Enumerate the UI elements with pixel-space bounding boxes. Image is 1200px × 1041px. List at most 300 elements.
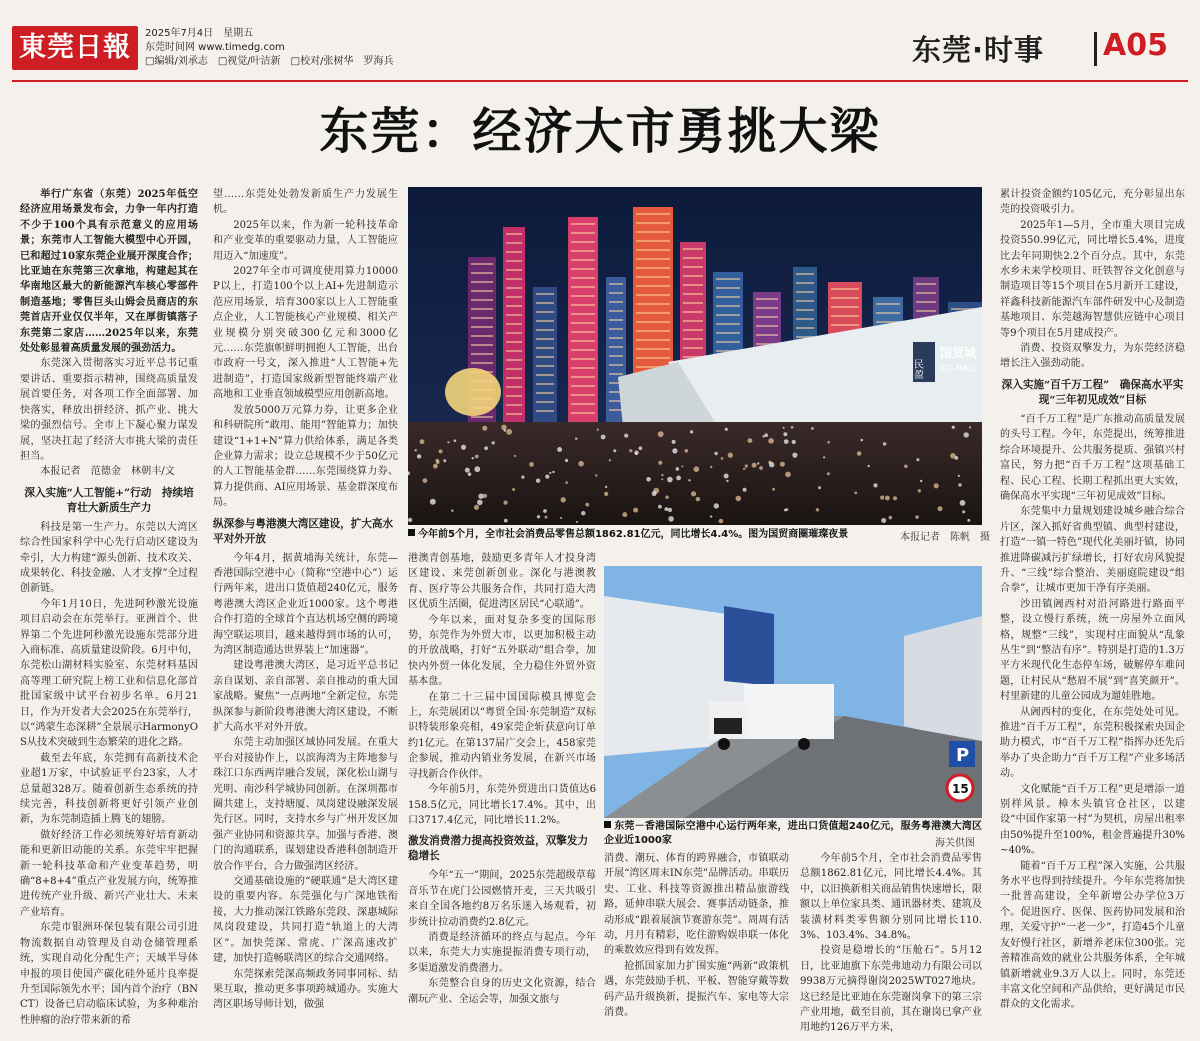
crowd-light-dot	[960, 500, 966, 506]
truck-wheel	[798, 738, 810, 750]
article-paragraph: 2025年1—5月，全市重大项目完成投资550.99亿元，同比增长5.4%，进度比去年同期快2.2个百分点。其中，东莞水乡未来学校项目、旺铁智谷文化创意与制造项目等15个项目在5月新开工建设，祥鑫科技新能源汽车部件研发中心及制造基地项目、东莞越海智慧供应链中心项目等9个项目在5月建成投产。	[1000, 219, 1185, 339]
building-window-lights	[571, 394, 595, 396]
building-window-lights	[683, 257, 703, 259]
crowd-light-dot	[768, 438, 774, 444]
building-window-lights	[916, 301, 936, 303]
building-window-lights	[536, 392, 554, 394]
article-paragraph: 2027年全市可调度使用算力10000P以上，打造100个以上AI+先进制造示范应用场景，培育300家以上人工智能重点企业，人工智能核心产业规模、相关产业规模分别突破300亿元和3000亿元……东莞旗帜鲜明拥抱人工智能，出台市政府一号文，深入推进“人工智能+先进制造”，打造国家级新型智能终端产业高地和工业垂直领域模型应用创新高地。	[213, 266, 398, 401]
crowd-light-dot	[482, 426, 487, 431]
crowd-light-dot	[537, 515, 540, 518]
section-heading-gba: 纵深参与粤港澳大湾区建设，扩大高水平对外开放	[213, 517, 394, 545]
building-window-lights	[876, 303, 900, 305]
building-window-lights	[683, 347, 703, 349]
masthead-logo: 東莞日報	[12, 26, 138, 70]
building-window-lights	[716, 287, 740, 289]
building-window-lights	[506, 251, 522, 253]
building-window-lights	[471, 263, 493, 265]
crowd-light-dot	[514, 455, 516, 457]
building-window-lights	[609, 292, 623, 294]
crowd-light-dot	[605, 486, 607, 488]
building-window-lights	[536, 347, 554, 349]
crowd-light-dot	[938, 506, 943, 511]
crowd-light-dot	[719, 519, 724, 524]
building-window-lights	[636, 348, 670, 350]
building-window-lights	[571, 241, 595, 243]
article-paragraph: 东莞整合自身的历史文化资源，结合潮玩产业、全运会等，加强文旅与	[408, 978, 596, 1005]
building-window-lights	[796, 318, 814, 320]
building-window-lights	[571, 295, 595, 297]
crowd-light-dot	[873, 483, 877, 487]
crowd-light-dot	[685, 449, 689, 453]
crowd-light-dot	[668, 508, 672, 512]
article-paragraph: 抢抓国家加力扩围实施“两新”政策机遇，东莞鼓励手机、平板、智能穿戴等数码产品升级换新，提振汽车、家电等大宗消费。	[604, 960, 789, 1019]
building-window-lights	[636, 285, 670, 287]
building-window-lights	[471, 281, 493, 283]
crowd-light-dot	[668, 516, 674, 522]
building-window-lights	[683, 293, 703, 295]
crowd-light-dot	[443, 459, 446, 462]
crowd-light-dot	[461, 445, 466, 450]
crowd-light-dot	[543, 509, 547, 513]
crowd-light-dot	[561, 497, 566, 502]
crowd-light-dot	[958, 483, 961, 486]
crowd-light-dot	[880, 496, 884, 500]
website: 东莞时间网 www.timedg.com	[145, 42, 285, 53]
building-window-lights	[536, 383, 554, 385]
crowd-light-dot	[816, 508, 819, 511]
crowd-light-dot	[549, 472, 551, 474]
crowd-light-dot	[552, 471, 554, 473]
crowd-light-dot	[885, 496, 890, 501]
building-window-lights	[536, 356, 554, 358]
crowd-light-dot	[904, 465, 908, 469]
building-window-lights	[683, 320, 703, 322]
building-window-lights	[831, 324, 859, 326]
crowd-light-dot	[639, 446, 643, 450]
crowd-light-dot	[918, 489, 921, 492]
crowd-light-dot	[430, 499, 436, 505]
building-window-lights	[831, 306, 859, 308]
article-paragraph: 今年1月10日，先进阿秒激光设施项目启动会在东莞举行。亚洲首个、世界第二个先进阿秒激光设施东莞部分进入商标准、高质量建设阶段。6月中旬，东莞松山湖材料实验室、东莞材料基因高等理工研究院上榜工业和信息化部首批国家级中试平台初步名单。6月21日，作为开发者大会2025在东莞举行，以“鸿蒙生态深耕”全景展示HarmonyOS从技术突破到生态繁荣的进化之路。	[20, 598, 198, 749]
building-window-lights	[609, 409, 623, 411]
building-window-lights	[636, 267, 670, 269]
crowd-light-dot	[714, 503, 719, 508]
article-paragraph: 文化赋能“百千万工程”更是增添一道别样风景。樟木头镇官仓社区，以建设“中国作家第一村”为契机，房屋出租率由50%提升至100%，租金普遍提升30%~40%。	[1000, 783, 1185, 857]
article-paragraph: 消费、投资双擎发力，为东莞经济稳增长注入强劲动能。	[1000, 343, 1185, 370]
building-window-lights	[536, 401, 554, 403]
crowd-light-dot	[454, 439, 457, 442]
crowd-light-dot	[423, 478, 428, 483]
building-window-lights	[636, 312, 670, 314]
building-window-lights	[609, 337, 623, 339]
building-window-lights	[609, 310, 623, 312]
building-window-lights	[796, 282, 814, 284]
photo1-credit: 本报记者 陈帆 摄	[900, 532, 990, 543]
building-window-lights	[756, 316, 778, 318]
building-window-lights	[716, 296, 740, 298]
crowd-light-dot	[661, 478, 663, 480]
crowd-light-dot	[492, 441, 495, 444]
crowd-light-dot	[857, 451, 862, 456]
building-window-lights	[756, 298, 778, 300]
crowd-light-dot	[506, 429, 512, 435]
crowd-light-dot	[408, 518, 412, 522]
building-window-lights	[471, 317, 493, 319]
mall-sign-minying: 民盈	[911, 359, 923, 379]
crowd-light-dot	[827, 441, 830, 444]
building-window-lights	[756, 325, 778, 327]
building-window-lights	[716, 323, 740, 325]
building-window-lights	[571, 349, 595, 351]
building-window-lights	[636, 339, 670, 341]
building-window-lights	[506, 377, 522, 379]
crowd-light-dot	[969, 426, 971, 428]
building-window-lights	[536, 311, 554, 313]
crowd-light-dot	[950, 453, 956, 459]
building-window-lights	[831, 288, 859, 290]
crowd-light-dot	[714, 452, 717, 455]
article-paragraph: 科技是第一生产力。东莞以大湾区综合性国家科学中心先行启动区建设为牵引，大力构建“源头创新、技术攻关、成果转化、科技金融、人才支撑”全过程创新链。	[20, 521, 198, 595]
building-window-lights	[716, 341, 740, 343]
building-window-lights	[916, 292, 936, 294]
building-window-lights	[636, 240, 670, 242]
crowd-light-dot	[474, 466, 480, 472]
crowd-light-dot	[652, 491, 657, 496]
page-headline: 东莞：经济大市勇挑大梁	[319, 102, 881, 160]
building-window-lights	[506, 269, 522, 271]
building-window-lights	[636, 213, 670, 215]
crowd-light-dot	[784, 439, 789, 444]
building-window-lights	[571, 286, 595, 288]
building-window-lights	[471, 416, 493, 418]
building-window-lights	[683, 302, 703, 304]
crowd-light-dot	[710, 466, 712, 468]
building-window-lights	[876, 312, 900, 314]
crowd-light-dot	[484, 446, 488, 450]
building-window-lights	[916, 283, 936, 285]
crowd-light-dot	[601, 435, 606, 440]
crowd-light-dot	[868, 465, 870, 467]
building-window-lights	[571, 358, 595, 360]
crowd-light-dot	[658, 431, 664, 437]
building-window-lights	[756, 334, 778, 336]
crowd-light-dot	[581, 511, 585, 515]
article-paragraph: 沙田镇阇西村对沿河路进行路面平整，设立慢行系统，统一房屋外立面风格，规整“三线”，实现村庄面貌从“乱象丛生”到“整洁有序”。特别是打造的1.3万平方米现代化生态停车场，破解停车难问题，让村民从“愁眉不展”到“喜笑颜开”。村里新建的儿童公园成为遛娃胜地。	[1000, 598, 1185, 703]
crowd-light-dot	[759, 466, 763, 470]
crowd-light-dot	[658, 461, 662, 465]
article-paragraph: 今年4月，据黄埔海关统计，东莞—香港国际空港中心（简称“空港中心”）运行两年来，进出口货值超240亿元，服务粤港澳大湾区企业近1000家。这个粤港合作打造的全球首个直达机场空侧的跨境海空联运项目，越来越得到市场的认可，为湾区制造通达世界装上“加速器”。	[213, 552, 398, 656]
article-paragraph: 投资是稳增长的“压舱石”。5月12日，比亚迪旗下东莞弗迪动力有限公司以9938万元摘得谢岗2025WT027地块。这已经是比亚迪在东莞谢岗拿下的第三宗产业用地，截至目前，其在谢岗已拿产业用地约126万平方米，	[800, 945, 982, 1034]
building-window-lights	[506, 233, 522, 235]
crowd-light-dot	[536, 479, 540, 483]
article-paragraph: 在第二十三届中国国际模具博览会上，东莞展团以“粤贸全国·东莞制造”双标识特装形象亮相，49家莞企斩获意向订单约1亿元。在第137届广交会上，458家莞企参展，推动内销业务发展，在新兴市场寻找新合作伙伴。	[408, 691, 596, 780]
building-window-lights	[716, 305, 740, 307]
mall-sign-guomao: 国贸城	[940, 346, 977, 360]
crowd-light-dot	[792, 440, 796, 444]
building-window-lights	[636, 303, 670, 305]
article-paragraph: “百千万工程”是广东推动高质量发展的头号工程。今年，东莞提出，统筹推进综合环境提升、公共服务提质、强镇兴村富民，努力把“百千万工程”这项基础工程、民心工程、长期工程抓出更大实效，确保高水平实现“三年初见成效”目标。	[1000, 413, 1185, 502]
building-window-lights	[796, 291, 814, 293]
building-window-lights	[506, 323, 522, 325]
crowd-light-dot	[823, 456, 825, 458]
article-paragraph: 港澳青创基地，鼓励更多青年人才投身湾区建设、来莞创新创业。深化与港澳教育、医疗等公共服务合作，共同打造大湾区优质生活圈，促进湾区居民“心联通”。	[408, 553, 596, 611]
article-column-1	[20, 187, 198, 1037]
photo2-caption-text: 东莞－香港国际空港中心运行两年来，进出口货值超240亿元，服务粤港澳大湾区企业近1000家	[604, 821, 982, 846]
crowd-light-dot	[512, 488, 515, 491]
crowd-light-dot	[504, 519, 508, 523]
crowd-light-dot	[629, 449, 632, 452]
article-paragraph: 消费是经济循环的终点与起点。今年以来，东莞大力实施提振消费专项行动，多渠道激发消费潜力。	[408, 931, 596, 974]
building-window-lights	[683, 338, 703, 340]
building-window-lights	[471, 335, 493, 337]
crowd-light-dot	[576, 521, 578, 523]
speed-limit-number: 15	[952, 782, 969, 796]
crowd-light-dot	[690, 430, 693, 433]
night-market-illustration	[408, 187, 982, 525]
crowd-light-dot	[465, 468, 470, 473]
crowd-light-dot	[672, 440, 676, 444]
building-window-lights	[571, 385, 595, 387]
crowd-light-dot	[710, 515, 712, 517]
building-window-lights	[571, 322, 595, 324]
glowing-balloon	[445, 368, 501, 416]
crowd-light-dot	[433, 464, 438, 469]
crowd-light-dot	[783, 427, 785, 429]
building-window-lights	[683, 329, 703, 331]
editor-credits: □编辑/刘承志 □视觉/叶洁新 □校对/张树华 罗海兵	[145, 56, 394, 67]
crowd	[408, 422, 982, 525]
building-window-lights	[831, 297, 859, 299]
crowd-light-dot	[557, 447, 562, 452]
crowd-light-dot	[597, 429, 599, 431]
building-window-lights	[506, 404, 522, 406]
photo2-caption	[604, 820, 982, 848]
crowd-light-dot	[665, 496, 668, 499]
building-window-lights	[506, 305, 522, 307]
building-window-lights	[471, 272, 493, 274]
building-window-lights	[609, 319, 623, 321]
article-paragraph: 做好经济工作必须统筹好培育新动能和更新旧动能的关系。东莞牢牢把握新一轮科技革命和产业变革趋势，明确“8+8+4”重点产业发展方向，统筹推进传统产业升级、新兴产业壮大、未来产业培育。	[20, 829, 198, 918]
crowd-light-dot	[769, 462, 774, 467]
building-window-lights	[571, 232, 595, 234]
crowd-light-dot	[964, 432, 969, 437]
warehouse-right	[904, 616, 982, 746]
building-window-lights	[471, 344, 493, 346]
building-window-lights	[636, 222, 670, 224]
crowd-light-dot	[920, 480, 922, 482]
crowd-light-dot	[622, 512, 627, 517]
building-window-lights	[536, 320, 554, 322]
article-paragraph: 东莞市银洲环保包装有限公司引进物流数据自动管理及自动仓储管理系统，实现自动化分配生产；天域半导体申报的项目使国产碳化硅外延片良率提升至国际领先水平；国内首个治疗（BNCT）设备已启动临床试验，为多种难治性肿瘤的治疗带来新的希	[20, 922, 198, 1026]
building-window-lights	[636, 258, 670, 260]
crowd-light-dot	[646, 477, 651, 482]
building-window-lights	[796, 273, 814, 275]
building-window-lights	[683, 248, 703, 250]
building-window-lights	[636, 294, 670, 296]
article-lead: 举行广东省（东莞）2025年低空经济应用场景发布会，力争一年内打造不少于100个具有示范意义的应用场景；东莞市人工智能大模型中心开园，已和超过10家东莞企业展开深度合作；比亚迪在东莞第三次拿地，构建起其在华南地区最大的新能源汽车核心零部件制造基地；零售巨头山姆会员商店的东莞首店开业仅仅半年，又在厚街镇落子东莞第二家店……2025年以来，东莞处处彰显着高质量发展的强劲活力。	[20, 189, 198, 355]
article-column-4	[604, 851, 789, 1037]
crowd-light-dot	[780, 462, 785, 467]
crowd-light-dot	[585, 503, 589, 507]
crowd-light-dot	[854, 491, 857, 494]
crowd-light-dot	[792, 453, 797, 458]
building-window-lights	[506, 350, 522, 352]
crowd-light-dot	[691, 491, 696, 496]
building-window-lights	[536, 293, 554, 295]
crowd-light-dot	[560, 517, 562, 519]
article-paragraph: 东莞深入贯彻落实习近平总书记重要讲话、重要指示精神，围绕高质量发展首要任务，对各项工作全面部署、加快落实，释放出拼经济、抓产业、挑大梁的强烈信号。全市上下凝心聚力谋发展，坚决扛起了经济大市挑大梁的责任担当。	[20, 358, 198, 462]
building-window-lights	[636, 321, 670, 323]
article-paragraph: 望……东莞处处勃发新质生产力发展生机。	[213, 189, 398, 216]
building-window-lights	[609, 355, 623, 357]
building-window-lights	[571, 277, 595, 279]
article-paragraph: 累计投资金额约105亿元，充分彰显出东莞的投资吸引力。	[1000, 189, 1185, 216]
building-window-lights	[571, 250, 595, 252]
crowd-light-dot	[827, 472, 830, 475]
building-window-lights	[471, 299, 493, 301]
building-window-lights	[471, 353, 493, 355]
article-paragraph: 东莞探索莞深高频政务同事同标、结果互取，推动更多事项跨城通办。实施大湾区职场导师计划，做强	[213, 968, 398, 1011]
crowd-light-dot	[676, 467, 680, 471]
crowd-light-dot	[565, 481, 568, 484]
article-paragraph: 今年前5月，东莞外贸进出口货值达6158.5亿元，同比增长17.4%。其中，出口3717.4亿元，同比增长11.2%。	[408, 784, 596, 826]
section-heading-consumption: 激发消费潜力提高投资效益，双擎发力稳增长	[408, 835, 589, 863]
crowd-light-dot	[661, 474, 663, 476]
crowd-light-dot	[667, 477, 673, 483]
crowd-light-dot	[915, 515, 919, 519]
article-paragraph: 建设粤港澳大湾区，是习近平总书记亲自谋划、亲自部署、亲自推动的重大国家战略。聚焦“一点两地”全新定位，东莞纵深参与新阶段粤港澳大湾区建设，不断扩大高水平对外开放。	[213, 660, 398, 733]
article-paragraph: 今年以来，面对复杂多变的国际形势，东莞作为外贸大市，以更加积极主动的开放战略，打好“五外联动”组合拳，加快内外贸一体化发展，全力稳住外贸外资基本盘。	[408, 614, 596, 688]
building-window-lights	[506, 287, 522, 289]
crowd-light-dot	[743, 468, 745, 470]
crowd-light-dot	[475, 455, 479, 459]
building-window-lights	[716, 278, 740, 280]
article-paragraph: 东莞主动加强区域协同发展。在重大平台对接协作上，以滨海湾为主阵地参与珠江口东西两岸融合发展，深化松山湖与光明、南沙科学城协同创新。在深圳都市圈共建上，支持塘厦、凤岗建设融深发展先行区。同时，支持水乡与广州开发区加强产业协同和资源共享。加强与香港、澳门的沟通联系，谋划建设香港科创制造开放合作平台，合力做强湾区经济。	[213, 737, 398, 872]
crowd-light-dot	[521, 476, 524, 479]
crowd-light-dot	[501, 425, 506, 430]
article-paragraph: 今年前5个月，全市社会消费品零售总额1862.81亿元，同比增长4.4%。其中，以旧换新相关商品销售快速增长，限额以上单位家具类、通讯器材类、建筑及装潢材料类零售额分别同比增长110.3%、103.4%、34.8%。	[800, 853, 982, 942]
parking-sign-letter: P	[956, 745, 970, 766]
crowd-light-dot	[721, 457, 724, 460]
article-paragraph: 2025年以来，作为新一轮科技革命和产业变革的重要驱动力量，人工智能应用迈入“加速度”。	[213, 219, 398, 262]
crowd-light-dot	[757, 462, 759, 464]
truck-trailer	[744, 684, 834, 739]
crowd-light-dot	[477, 500, 483, 506]
building-window-lights	[536, 329, 554, 331]
crowd-light-dot	[688, 479, 690, 481]
building-window-lights	[471, 362, 493, 364]
building-window-lights	[536, 302, 554, 304]
crowd-light-dot	[764, 433, 768, 437]
crowd-light-dot	[811, 427, 814, 430]
building-window-lights	[609, 301, 623, 303]
building-window-lights	[716, 314, 740, 316]
building-window-lights	[716, 332, 740, 334]
crowd-light-dot	[417, 454, 421, 458]
building-window-lights	[609, 283, 623, 285]
crowd-light-dot	[934, 483, 939, 488]
crowd-light-dot	[958, 475, 960, 477]
building-window-lights	[506, 368, 522, 370]
crowd-light-dot	[672, 448, 677, 453]
article-paragraph: 东莞集中力量规划建设城乡融合综合片区，深入抓好省典型镇、典型村建设，打造“一镇一特色”现代化美丽圩镇，协同推进降碳减污扩绿增长，打好农房风貌提升、“三线”综合整治、美丽庭院建设“组合拳”，让城市更加干净有序美丽。	[1000, 506, 1185, 595]
building-window-lights	[471, 308, 493, 310]
article-paragraph: 消费、潮玩、体育的跨界融合，市镇联动开展“湾区周末IN东莞”品牌活动。串联历史、工业、科技等资源推出精品旅游线路，延伸串联大展会、赛事活动链条，推动形成“跟着展演节赛游东莞”。周周有活动，月月有精彩，吃住游购娱串联一体化的乘数效应得到有效发挥。	[604, 853, 789, 957]
crowd-light-dot	[436, 459, 439, 462]
building-window-lights	[536, 410, 554, 412]
crowd-light-dot	[439, 449, 443, 453]
building-window-lights	[571, 313, 595, 315]
crowd-light-dot	[861, 439, 864, 442]
masthead-meta	[145, 27, 393, 69]
crowd-light-dot	[889, 516, 893, 520]
crowd-light-dot	[658, 505, 662, 509]
building-window-lights	[471, 326, 493, 328]
building-window-lights	[571, 304, 595, 306]
crowd-light-dot	[545, 475, 549, 479]
page-number: A05	[1103, 28, 1168, 63]
crowd-light-dot	[725, 428, 728, 431]
crowd-light-dot	[728, 453, 733, 458]
section-heading-ai: 深入实施“人工智能+”行动 持续培育壮大新质生产力	[24, 486, 194, 514]
section-heading-bqw: 深入实施“百千万工程” 确保高水平实现“三年初见成效”目标	[1001, 378, 1184, 406]
crowd-light-dot	[504, 501, 508, 505]
crowd-light-dot	[881, 518, 886, 523]
photo2-credit: 海关供图	[935, 838, 975, 849]
article-paragraph: 截至去年底，东莞拥有高新技术企业超1万家，中试验证平台23家，人才总量超328万。随着创新生态系统的持续完善，科技创新将更好引领产业创新，为东莞制造插上腾飞的翅膀。	[20, 752, 198, 826]
logistics-center-illustration	[604, 566, 982, 818]
article-paragraph: 交通基础设施的“硬联通”是大湾区建设的重要内容。东莞强化与广深地铁衔接，大力推动深江铁路东莞段、深惠城际凤岗段建设，共同打造“轨道上的大湾区”。加快莞深、常虎、广深高速改扩建，加快打造畅联湾区的综合交通网络。	[213, 876, 398, 965]
building-window-lights	[506, 341, 522, 343]
building-window-lights	[683, 311, 703, 313]
building-window-lights	[506, 278, 522, 280]
mall-sign-dgmall: DG MALL	[941, 364, 978, 373]
crowd-light-dot	[772, 488, 775, 491]
building-window-lights	[609, 373, 623, 375]
building-window-lights	[506, 395, 522, 397]
caption-bullet-icon	[408, 529, 415, 536]
photo-airport-logistics-center	[604, 566, 982, 818]
section-divider	[1094, 32, 1097, 66]
article-paragraph: 从阇西村的变化，在东莞处处可见。推进“百千万工程”，东莞积极探索央国企助力模式，市“百千万工程”指挥办还先后举办了央企助力“百千万工程”产业多场活动。	[1000, 706, 1185, 780]
crowd-light-dot	[791, 426, 794, 429]
building-window-lights	[536, 365, 554, 367]
building-window-lights	[536, 374, 554, 376]
crowd-light-dot	[604, 492, 608, 496]
building-window-lights	[636, 276, 670, 278]
crowd-light-dot	[748, 438, 753, 443]
crowd-light-dot	[565, 459, 568, 462]
crowd-light-dot	[745, 464, 748, 467]
photo1-caption-text: 今年前5个月，全市社会消费品零售总额1862.81亿元，同比增长4.4%。图为国贸商圈璀璨夜景	[418, 529, 849, 540]
building-window-lights	[571, 412, 595, 414]
building-window-lights	[636, 330, 670, 332]
building-window-lights	[471, 290, 493, 292]
article-paragraph: 发放5000万元算力券，让更多企业和科研院所“敢用、能用”智能算力；加快建设“1+1+N”算力供给体系，满足各类企业算力需求；设立总规模不少于50亿元的人工智能基金群……东莞围绕算力券、算力提供商、AI应用场景、基金群深度布局。	[213, 404, 398, 509]
crowd-light-dot	[451, 510, 453, 512]
building-window-lights	[683, 284, 703, 286]
truck-wheel	[718, 738, 730, 750]
crowd-light-dot	[736, 496, 742, 502]
crowd-light-dot	[624, 434, 628, 438]
building-window-lights	[571, 223, 595, 225]
building-window-lights	[796, 300, 814, 302]
crowd-light-dot	[415, 449, 417, 451]
crowd-light-dot	[952, 426, 955, 429]
crowd-light-dot	[893, 496, 897, 500]
truck-grille	[714, 718, 742, 734]
crowd-light-dot	[962, 510, 965, 513]
